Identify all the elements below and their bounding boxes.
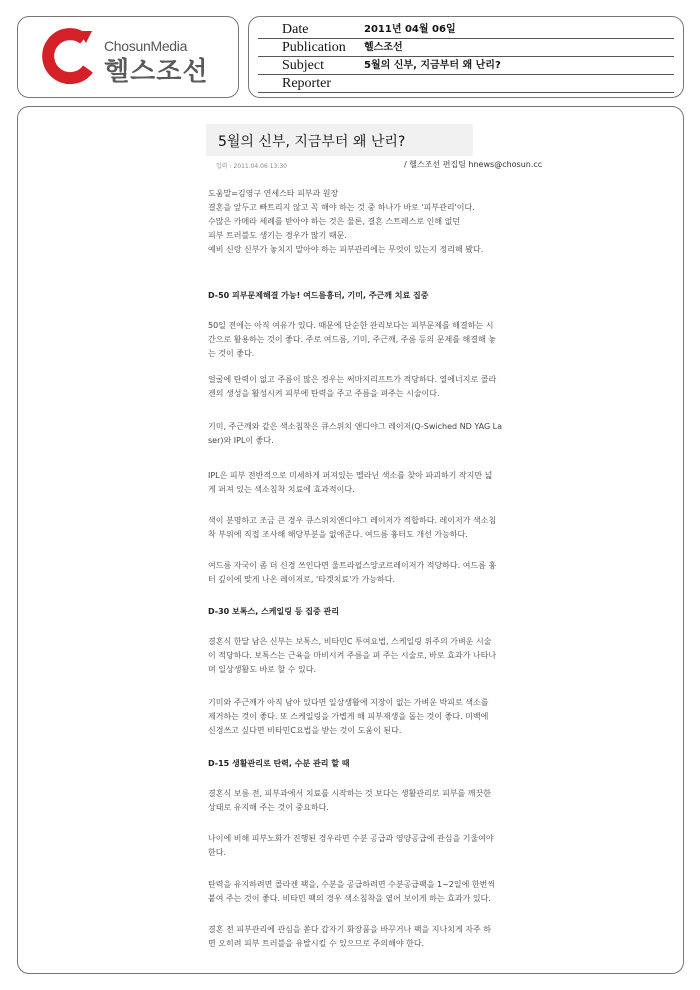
paragraph-line: 나이에 비해 피부노화가 진행된 경우라면 수분 공급과 영양공급에 관심을 기울여야 [208,834,494,843]
paragraph [208,832,568,860]
paragraph-line: ser)와 IPL이 좋다. [208,436,274,445]
metadata-panel [248,16,684,98]
meta-row-date [258,21,674,39]
paragraph [208,635,568,677]
reporter-label: Reporter [282,76,331,91]
paragraph [208,696,568,738]
paragraph-line: 간으로 활용하는 것이 좋다. 주로 여드름, 기미, 주근깨, 주름 등의 문제를 해결해 놓 [208,335,496,344]
paragraph [208,787,568,815]
publication-value: 헬스조선 [364,42,403,53]
paragraph-line: 한다. [208,848,226,857]
date-value: 2011년 04월 06일 [364,24,456,35]
paragraph-line: 면 오히려 피부 트러블을 유발시킬 수 있으므로 주의해야 한다. [208,939,425,948]
paragraph [208,420,568,448]
paragraph-line: 탄력을 유지하려면 콜라겐 팩을, 수분을 공급하려면 수분공급팩을 1~2일에 한번씩 [208,880,496,889]
section-heading-d30: D-30 보톡스, 스케일링 등 집중 관리 [208,607,339,616]
logo-english-name: ChosunMedia [104,38,188,54]
posted-date: 입력 : 2011.04.06 13:30 [216,163,287,170]
paragraph [208,923,568,951]
intro-line: 수많은 카메라 세례를 받아야 하는 것은 물론, 결혼 스트레스로 인해 없던 [208,217,461,226]
paragraph [208,373,568,401]
paragraph [208,319,568,361]
intro-line: 도움말=김영구 연세스타 피부과 원장 [208,189,339,198]
paragraph [208,514,568,542]
paragraph-line: 결혼식 보름 전, 피부과에서 치료를 시작하는 것 보다는 생활관리로 피부를 깨끗한 [208,789,491,798]
paragraph-line: 결혼 전 피부관리에 관심을 쏟다 갑자기 화장품을 바꾸거나 팩을 지나치게 자주 하 [208,925,491,934]
intro-line: 피부 트러블도 생기는 경우가 많기 때문. [208,231,347,240]
meta-row-reporter [258,75,674,93]
paragraph-line: 겐의 생성을 활성시켜 피부에 탄력을 주고 주름을 펴주는 시술이다. [208,389,440,398]
paragraph-line: 붙여 주는 것이 좋다. 비타민 팩의 경우 색소침착을 옅어 보이게 하는 효과가 있다. [208,894,491,903]
paragraph-line: IPL은 피부 전반적으로 미세하게 퍼져있는 멜라닌 색소를 찾아 파괴하기 작지만 넓 [208,471,493,480]
paragraph [208,559,568,587]
meta-row-subject [258,57,674,75]
paragraph-line: 는 것이 좋다. [208,349,255,358]
subject-value: 5월의 신부, 지금부터 왜 난리? [364,60,501,71]
paragraph-line: 50일 전에는 아직 여유가 있다. 때문에 단순한 관리보다는 피부문제를 해결하는 시 [208,321,494,330]
paragraph-line: 색이 분명하고 조금 큰 경우 큐스위치앤디야그 레이저가 적합하다. 레이저가 색소침 [208,516,497,525]
intro-line: 결혼을 앞두고 빠트리지 않고 꼭 해야 하는 것 중 하나가 바로 '피부관리'이다. [208,203,475,212]
paragraph-line: 상태로 유지해 주는 것이 중요하다. [208,803,329,812]
paragraph [208,878,568,906]
paragraph-line: 여드름 자국이 좀 더 신경 쓰인다면 울트라펄스앙코르레이저가 적당하다. 여드름 흉 [208,561,497,570]
meta-row-publication [258,39,674,57]
article-panel [17,106,684,974]
paragraph-line: 얼굴에 탄력이 없고 주름이 많은 경우는 써마지리프트가 적당하다. 열에너지로 콜라 [208,375,497,384]
paragraph-line: 터 깊이에 맞게 나온 레이저로, '타겟치료'가 가능하다. [208,575,396,584]
paragraph-line: 게 퍼져 있는 색소침착 치료에 효과적이다. [208,485,355,494]
date-label: Date [282,22,309,37]
article-title: 5월의 신부, 지금부터 왜 난리? [218,134,406,150]
paragraph-line: 신경쓰고 싶다면 비타민C요법을 받는 것이 도움이 된다. [208,726,402,735]
paragraph-line: 기미, 주근깨와 같은 색소침착은 큐스위치 앤디야그 레이저(Q-Swiched ND YAG La [208,422,503,431]
paragraph-line: 기미와 주근깨가 아직 남아 있다면 일상생활에 지장이 없는 가벼운 박피로 색소를 [208,698,489,707]
intro-line: 예비 신랑 신부가 놓치지 말아야 하는 피부관리에는 무엇이 있는지 정리해 봤다. [208,245,484,254]
section-heading-d50: D-50 피부문제해결 가능! 여드름흉터, 기미, 주근깨 치료 집중 [208,291,429,300]
byline: / 헬스조선 편집팀 hnews@chosun.cc [404,160,543,169]
logo-korean-name: 헬스조선 [104,57,209,87]
paragraph [208,469,568,497]
paragraph-line: 이 적당하다. 보톡스는 근육을 마비시켜 주름을 펴 주는 시술로, 바로 효과가 나타나 [208,651,497,660]
section-heading-d15: D-15 생활관리로 탄력, 수분 관리 할 때 [208,759,350,768]
chosun-logo-icon [38,27,96,85]
paragraph-line: 제거하는 것이 좋다. 또 스케일링을 가볍게 해 피부재생을 돕는 것이 좋다. 미백에 [208,712,489,721]
intro-paragraph [208,187,568,257]
logo-panel [17,16,239,98]
paragraph-line: 착 부위에 직접 조사해 해당부분을 없애준다. 여드름 흉터도 개선 가능하다. [208,530,468,539]
paragraph-line: 며 일상생활도 바로 할 수 있다. [208,665,316,674]
publication-label: Publication [282,40,346,55]
subject-label: Subject [282,58,324,73]
paragraph-line: 결혼식 한달 남은 신부는 보톡스, 비타민C 투여요법, 스케일링 위주의 가벼운 시술 [208,637,492,646]
